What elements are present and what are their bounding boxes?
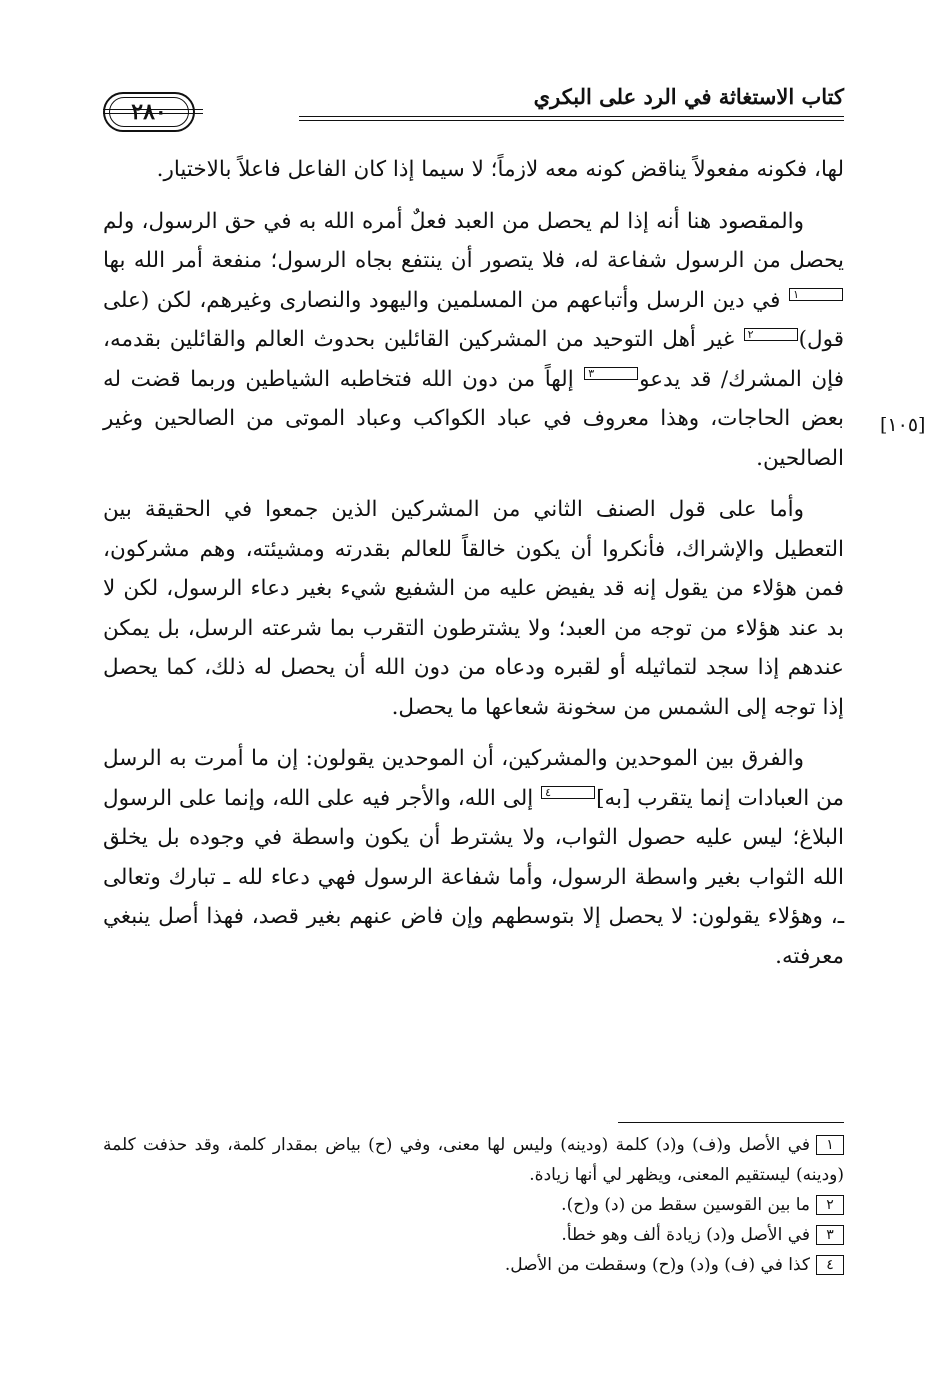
text-segment: إلى الله، والأجر فيه على الله، وإنما على الرسول البلاغ؛ ليس عليه حصول الثواب، ولا يشترط أن يكون واسطة في وجوده بل يخلق الله الثواب بغير واسطة الرسول، وأما شفاعة الرسول فهي دعاء لله ـ تبارك وتعالى ـ، وهؤلاء يقولون: لا يحصل إلا بتوسطهم وإن فاض عنهم بغير قصد، فهذا أصل ينبغي معرفته. [103,785,844,969]
book-title: كتاب الاستغاثة في الرد على البكري [533,84,844,109]
paragraph-4 [103,739,844,976]
text-segment: إلهاً من دون الله فتخاطبه الشياطين وربما قضت له بعض الحاجات، وهذا معروف في عباد الكواكب وعباد الموتى من الصالحين وغير الصالحين. [103,366,844,471]
header-rule-top [299,116,844,117]
footnote-number: ٣ [816,1225,844,1245]
footnote-reference[interactable]: ٤ [541,786,595,799]
footnote-text: في الأصل و(د) زيادة ألف وهو خطأ. [561,1225,810,1245]
footnote-text: ما بين القوسين سقط من (د) و(ح). [561,1195,810,1215]
text-segment: لها، فكونه مفعولاً يناقض كونه معه لازماً؛ لا سيما إذا كان الفاعل فاعلاً بالاختيار. [156,157,844,182]
paragraph-1 [103,150,844,190]
footnote-number: ١ [816,1135,844,1155]
footnote-4 [103,1250,844,1280]
header-rule-bottom [299,120,844,121]
page-number: ٢٨٠ [131,99,167,125]
manuscript-folio-marker: [١٠٥] [880,414,926,436]
main-text [103,150,844,988]
footnote-3 [103,1220,844,1250]
footnote-text: في الأصل و(ف) و(د) كلمة (ودينه) وليس لها معنى، وفي (ح) بياض بمقدار كلمة، وقد حذفت كلمة (ودينه) ليستقيم المعنى، ويظهر لي أنها زيادة. [103,1135,844,1185]
text-segment: والمقصود هنا أنه إذا لم يحصل من العبد فعلٌ أمره الله به في حق الرسول، ولم يحصل من الرسول شفاعة له، فلا يتصور أن ينتفع بجاه الرسول؛ منفعة أمر الله بها [103,208,844,273]
footnote-number: ٤ [816,1255,844,1275]
paragraph-3 [103,490,844,727]
text-segment: غير أهل التوحيد من المشركين القائلين بحدوث العالم والقائلين بقدمه، فإن المشرك/ قد يدعو [103,327,844,392]
footnote-2 [103,1190,844,1220]
footnotes [103,1130,844,1280]
footnote-number: ٢ [816,1195,844,1215]
text-segment: والفرق بين الموحدين والمشركين، أن الموحدين يقولون: إن ما أمرت به الرسل من العبادات إنما يتقرب [به] [103,746,844,811]
text-segment: وأما على قول الصنف الثاني من المشركين الذين جمعوا في الحقيقة بين التعطيل والإشراك، فأنكروا أن يكون خالقاً للعالم بقدرته ومشيئته، وهم مشركون، فمن هؤلاء من يقول إنه قد يفيض عليه من الشفيع شيء بغير دعاء الرسول، لكن لا بد عند هؤلاء من توجه من العبد؛ ولا يشترطون التقرب بما شرعته الرسل، بل يمكن عندهم إذا سجد لتماثيله أو لقبره ودعاه من دون الله أن يحصل له ذلك، كما يحصل إذا توجه إلى الشمس من سخونة شعاعها ما يحصل. [103,497,844,720]
paragraph-2 [103,202,844,479]
footnote-reference[interactable]: ٢ [744,328,798,341]
footnote-reference[interactable]: ١ [789,288,843,301]
footnote-text: كذا في (ف) و(د) و(ح) وسقطت من الأصل. [504,1255,810,1275]
footnote-1 [103,1130,844,1190]
page-number-badge [103,92,195,132]
text-segment: في دين الرسل وأتباعهم من المسلمين واليهود والنصارى وغيرهم، لكن (على قول) [103,287,844,352]
footnote-reference[interactable]: ٣ [584,367,638,380]
running-header [103,78,844,138]
footnote-separator [618,1122,844,1123]
